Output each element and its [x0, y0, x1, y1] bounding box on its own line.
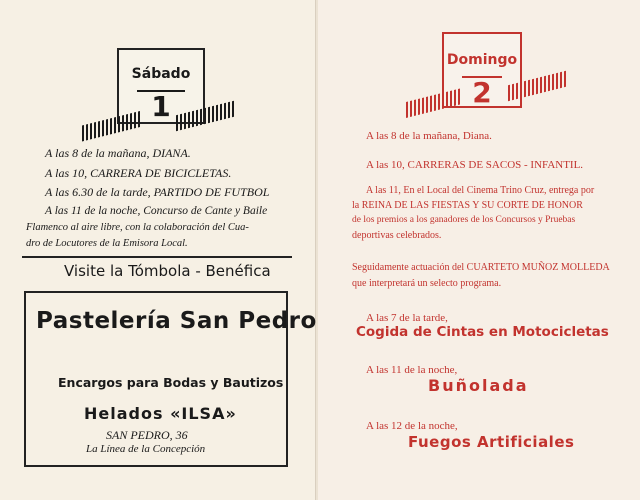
- ad-line-icecream: Helados «ILSA»: [84, 404, 237, 423]
- schedule-line: Seguidamente actuación del CUARTETO MUÑOZ MOLLEDA: [352, 262, 610, 273]
- decorative-stripes-left: [406, 88, 462, 118]
- schedule-line: dro de Locutores de la Emisora Local.: [26, 238, 188, 249]
- divider-line: [22, 256, 292, 258]
- ad-city: La Línea de la Concepción: [86, 443, 206, 455]
- schedule-line: A las 11 de la noche,: [366, 364, 458, 376]
- decorative-stripes-left: [82, 111, 142, 142]
- tombola-notice: Visite la Tómbola - Benéfica: [64, 262, 271, 280]
- schedule-line: deportivas celebrados.: [352, 230, 442, 241]
- right-page: [318, 0, 640, 500]
- ad-street: SAN PEDRO, 36: [106, 428, 188, 442]
- schedule-line: A las 10, CARRERAS DE SACOS - INFANTIL.: [366, 159, 584, 171]
- schedule-line: Flamenco al aire libre, con la colaboración del Cua-: [26, 222, 249, 233]
- day-number: 1: [151, 90, 171, 123]
- schedule-line: A las 7 de la tarde,: [366, 312, 448, 324]
- schedule-line: A las 8 de la mañana, Diana.: [366, 130, 492, 142]
- schedule-line: A las 6.30 de la tarde, PARTIDO DE FUTBOL: [45, 185, 270, 199]
- schedule-line: A las 11 de la noche, Concurso de Cante y Baile: [45, 205, 268, 217]
- day-name: Sábado: [131, 66, 191, 82]
- day-name: Domingo: [446, 52, 518, 68]
- ad-line-orders: Encargos para Bodas y Bautizos: [58, 375, 284, 390]
- event-bunolada: Buñolada: [428, 376, 529, 395]
- schedule-line: A las 10, CARRERA DE BICICLETAS.: [45, 166, 232, 180]
- schedule-line: A las 11, En el Local del Cinema Trino Cruz, entrega por: [366, 185, 595, 196]
- schedule-line: A las 8 de la mañana, DIANA.: [45, 146, 191, 160]
- day-number: 2: [472, 76, 492, 109]
- ad-business-name: Pastelería San Pedro: [36, 308, 317, 334]
- schedule-line: de los premios a los ganadores de los Concursos y Pruebas: [352, 215, 576, 225]
- schedule-line: A las 12 de la noche,: [366, 420, 458, 432]
- schedule-line: que interpretará un selecto programa.: [352, 278, 502, 289]
- event-fireworks: Fuegos Artificiales: [408, 433, 575, 451]
- event-motorcycles: Cogida de Cintas en Motocicletas: [356, 324, 609, 340]
- left-page: [0, 0, 316, 500]
- schedule-line: la REINA DE LAS FIESTAS Y SU CORTE DE HONOR: [352, 200, 583, 211]
